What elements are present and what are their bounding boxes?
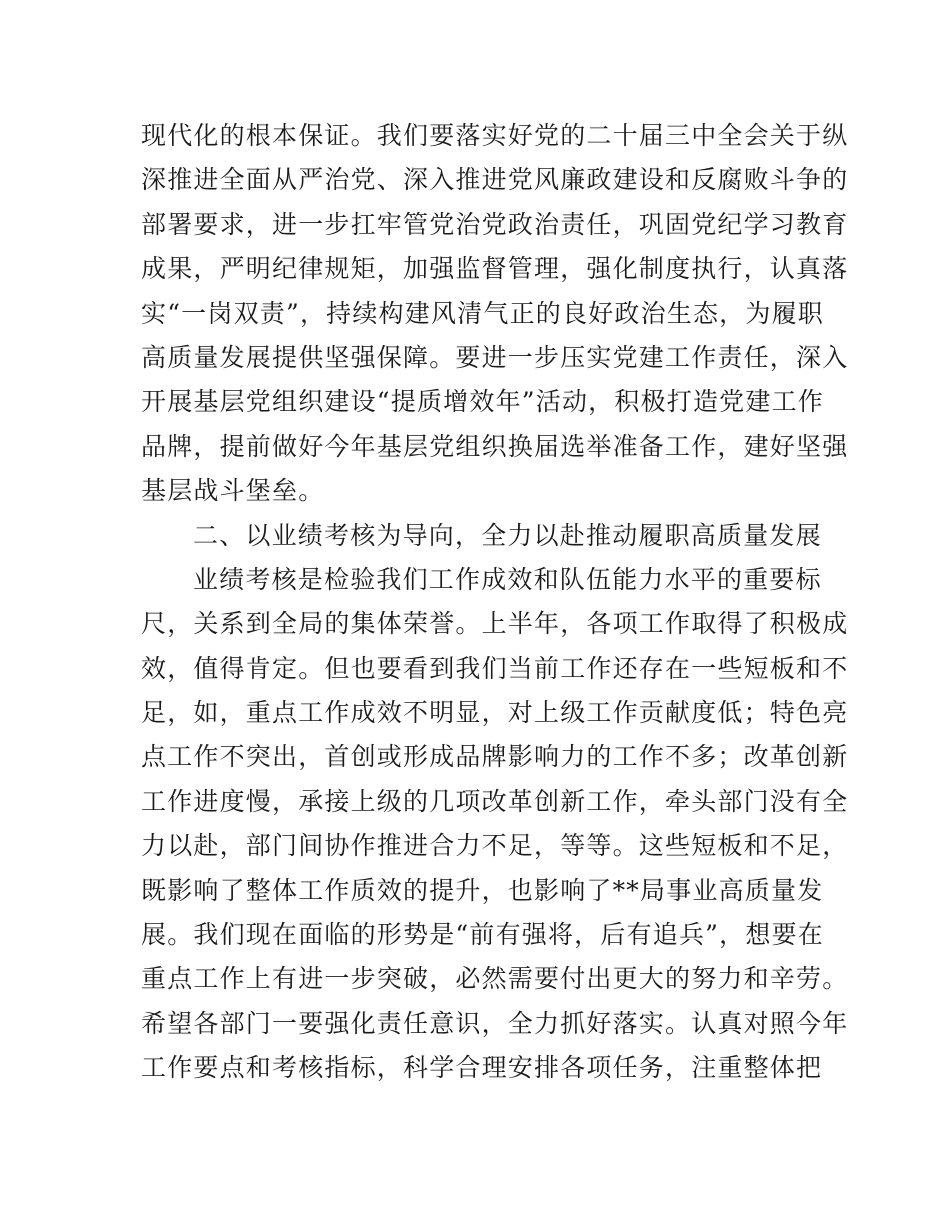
text-line: 深推进全面从严治党、深入推进党风廉政建设和反腐败斗争的	[141, 165, 849, 195]
text-line: 重点工作上有进一步突破，必然需要付出更大的努力和辛劳。	[141, 964, 849, 994]
text-line: 既影响了整体工作质效的提升，也影响了**局事业高质量发	[141, 875, 824, 905]
text-line: 足，如，重点工作成效不明显，对上级工作贡献度低；特色亮	[141, 698, 849, 728]
text-line: 现代化的根本保证。我们要落实好党的二十届三中全会关于纵	[141, 121, 849, 150]
section-heading: 二、以业绩考核为导向，全力以赴推动履职高质量发展	[193, 520, 822, 550]
text-line: 基层战斗堡垒。	[141, 476, 325, 506]
text-line: 工作要点和考核指标，科学合理安排各项任务，注重整体把	[141, 1053, 823, 1083]
text-line: 点工作不突出，首创或形成品牌影响力的工作不多；改革创新	[141, 742, 849, 772]
text-line: 业绩考核是检验我们工作成效和队伍能力水平的重要标	[193, 564, 822, 594]
text-line: 工作进度慢，承接上级的几项改革创新工作，牵头部门没有全	[141, 786, 849, 816]
document-body	[141, 114, 849, 1091]
paragraph-1	[141, 114, 849, 514]
text-line: 开展基层党组织建设“提质增效年”活动，积极打造党建工作	[141, 387, 824, 417]
text-line: 尺，关系到全局的集体荣誉。上半年，各项工作取得了积极成	[141, 609, 849, 639]
text-line: 希望各部门一要强化责任意识，全力抓好落实。认真对照今年	[141, 1008, 849, 1038]
text-line: 高质量发展提供坚强保障。要进一步压实党建工作责任，深入	[141, 342, 849, 372]
text-line: 部署要求，进一步扛牢管党治党政治责任，巩固党纪学习教育	[141, 209, 849, 239]
text-line: 效，值得肯定。但也要看到我们当前工作还存在一些短板和不	[141, 653, 849, 683]
text-line: 成果，严明纪律规矩，加强监督管理，强化制度执行，认真落	[141, 254, 849, 284]
text-line: 力以赴，部门间协作推进合力不足，等等。这些短板和不足，	[141, 831, 849, 861]
paragraph-2	[141, 558, 849, 1091]
text-line: 实“一岗双责”，持续构建风清气正的良好政治生态，为履职	[141, 298, 824, 328]
text-line: 展。我们现在面临的形势是“前有强将，后有追兵”，想要在	[141, 920, 824, 950]
text-line: 品牌，提前做好今年基层党组织换届选举准备工作，建好坚强	[141, 431, 849, 461]
